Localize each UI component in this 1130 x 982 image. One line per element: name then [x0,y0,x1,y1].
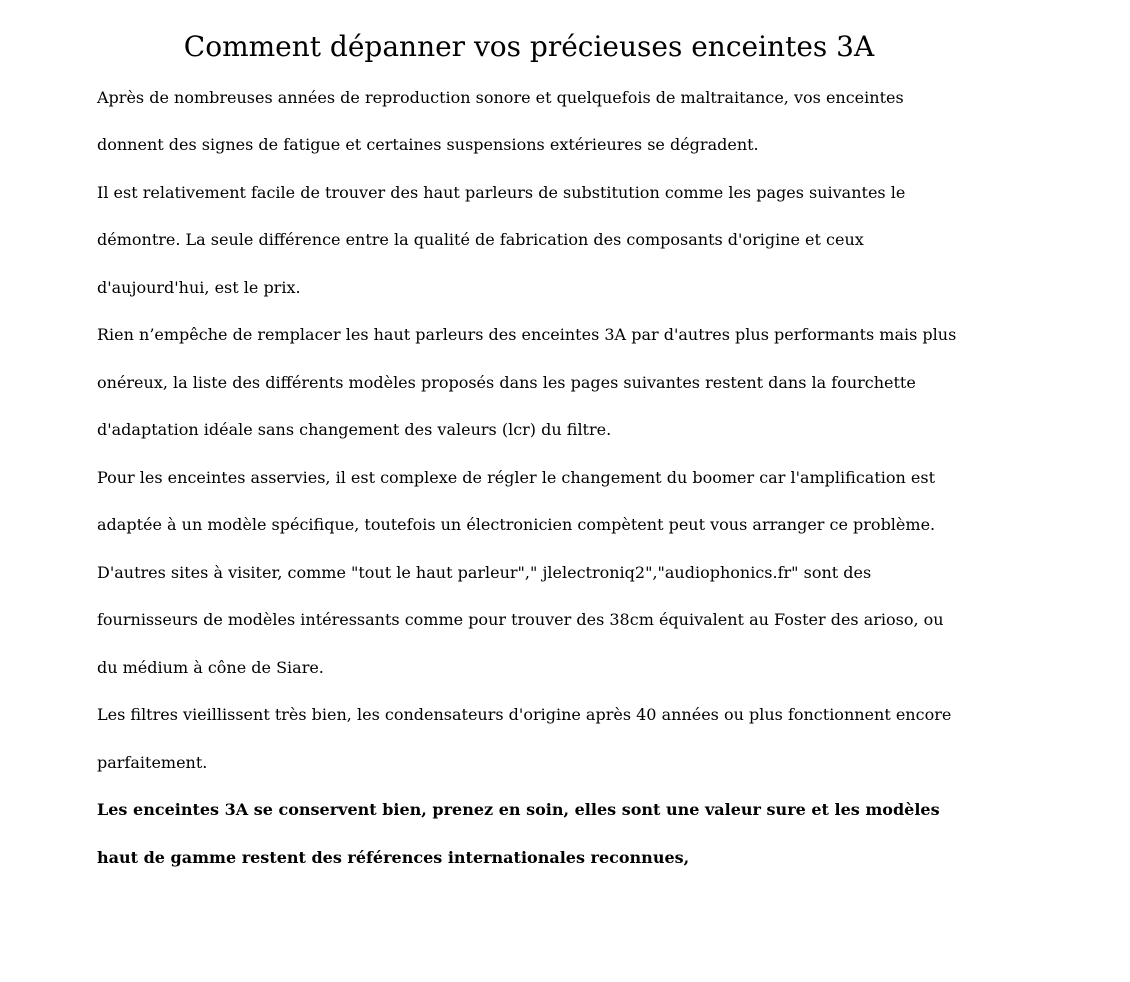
text-line-10: adaptée à un modèle spécifique, toutefois un électronicien compètent peut vous arranger ce problème. [97,515,936,534]
text-line-5: d'aujourd'hui, est le prix. [97,278,301,297]
text-line-14: Les filtres vieillissent très bien, les condensateurs d'origine après 40 années ou plus fonctionnent encore [97,705,952,724]
text-line-15: parfaitement. [97,753,208,772]
text-line-6: Rien n’empêche de remplacer les haut parleurs des enceintes 3A par d'autres plus performants mais plus [97,325,957,344]
text-line-3: Il est relativement facile de trouver des haut parleurs de substitution comme les pages suivantes le [97,183,906,202]
text-line-8: d'adaptation idéale sans changement des valeurs (lcr) du filtre. [97,420,612,439]
text-line-1: Après de nombreuses années de reproduction sonore et quelquefois de maltraitance, vos enceintes [97,88,904,107]
page-title: Comment dépanner vos précieuses enceintes 3A [183,30,875,63]
conclusion-line-1: Les enceintes 3A se conservent bien, prenez en soin, elles sont une valeur sure et les modèles [97,800,940,819]
text-line-2: donnent des signes de fatigue et certaines suspensions extérieures se dégradent. [97,135,759,154]
text-line-9: Pour les enceintes asservies, il est complexe de régler le changement du boomer car l'amplification est [97,468,935,487]
conclusion-line-2: haut de gamme restent des références internationales reconnues, [97,848,690,867]
text-line-12: fournisseurs de modèles intéressants comme pour trouver des 38cm équivalent au Foster des arioso, ou [97,610,944,629]
text-line-13: du médium à cône de Siare. [97,658,324,677]
text-line-4: démontre. La seule différence entre la qualité de fabrication des composants d'origine et ceux [97,230,864,249]
text-line-7: onéreux, la liste des différents modèles proposés dans les pages suivantes restent dans la fourchette [97,373,916,392]
text-line-11: D'autres sites à visiter, comme "tout le haut parleur"," jlelectroniq2","audiophonics.fr" sont des [97,563,872,582]
